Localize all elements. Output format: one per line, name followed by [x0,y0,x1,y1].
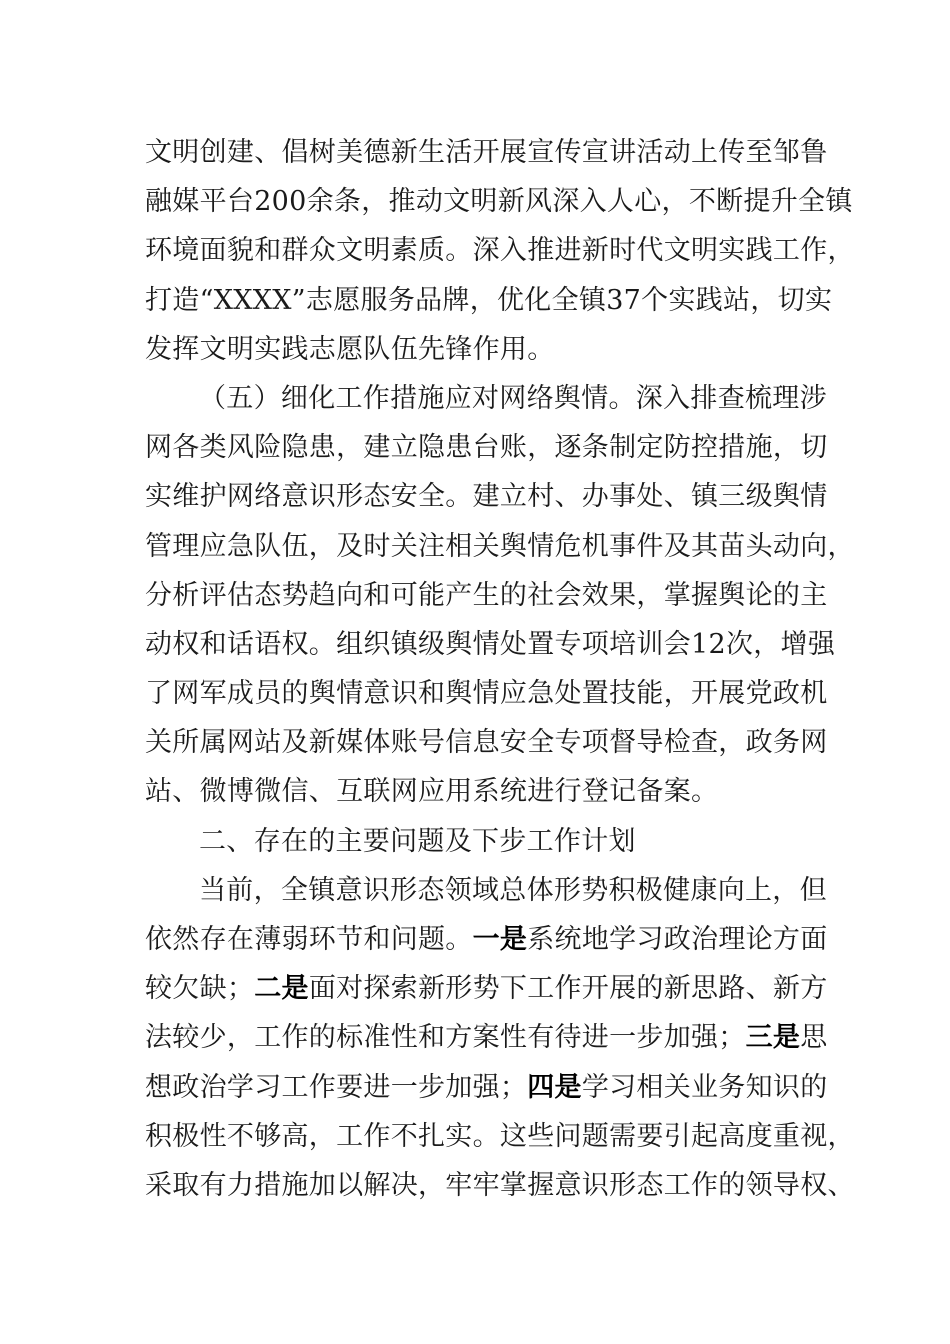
text-line [145,964,828,1013]
text-line: 动权和话语权。组织镇级舆情处置专项培训会12次，增强 [145,628,836,660]
text-run: 法较少，工作的标准性和方案性有待进一步加强； [145,1022,746,1054]
emphasis-label: 二是 [254,973,309,1005]
text-run: 学习相关业务知识的 [581,1071,828,1103]
text-line: 打造“XXXX”志愿服务品牌，优化全镇37个实践站，切实 [145,284,833,316]
text-line: 实维护网络意识形态安全。建立村、办事处、镇三级舆情 [145,481,828,513]
text-line [145,1063,828,1112]
text-run: 思 [800,1022,828,1054]
text-line: 管理应急队伍，及时关注相关舆情危机事件及其苗头动向， [145,530,855,562]
text-line: 采取有力措施加以解决，牢牢掌握意识形态工作的领导权、 [145,1169,855,1201]
text-line [145,915,828,964]
text-line: 融媒平台200余条，推动文明新风深入人心，不断提升全镇 [145,186,853,218]
text-run: 较欠缺； [145,973,255,1005]
section-heading: 二、存在的主要问题及下步工作计划 [199,825,636,857]
text-line: 网各类风险隐患，建立隐患台账，逐条制定防控措施，切 [145,432,828,464]
text-line: 当前，全镇意识形态领域总体形势积极健康向上，但 [199,874,827,906]
text-line [145,1013,828,1062]
emphasis-label: 三是 [745,1022,801,1054]
text-line: （五）细化工作措施应对网络舆情。深入排查梳理涉 [199,382,827,414]
text-run: 系统地学习政治理论方面 [527,924,828,955]
emphasis-label: 四是 [527,1071,582,1103]
emphasis-label: 一是 [472,924,528,955]
text-line: 关所属网站及新媒体账号信息安全专项督导检查，政务网 [145,727,828,759]
text-line: 发挥文明实践志愿队伍先锋作用。 [145,333,555,365]
text-run: 想政治学习工作要进一步加强； [145,1071,528,1103]
text-line: 积极性不够高，工作不扎实。这些问题需要引起高度重视， [145,1120,855,1152]
text-line: 文明创建、倡树美德新生活开展宣传宣讲活动上传至邹鲁 [145,137,828,168]
text-line: 环境面貌和群众文明素质。深入推进新时代文明实践工作， [145,235,855,267]
paragraph-network-opinion [145,374,855,817]
paragraph-civilization [145,128,855,374]
paragraph-problems [145,866,855,1210]
text-line: 了网军成员的舆情意识和舆情应急处置技能，开展党政机 [145,678,828,710]
text-line: 站、微博微信、互联网应用系统进行登记备案。 [145,776,719,808]
text-run: 依然存在薄弱环节和问题。 [145,924,473,955]
document-body [145,128,855,1210]
text-line: 分析评估态势趋向和可能产生的社会效果，掌握舆论的主 [145,579,828,611]
text-run: 面对探索新形势下工作开展的新思路、新方 [308,973,828,1005]
